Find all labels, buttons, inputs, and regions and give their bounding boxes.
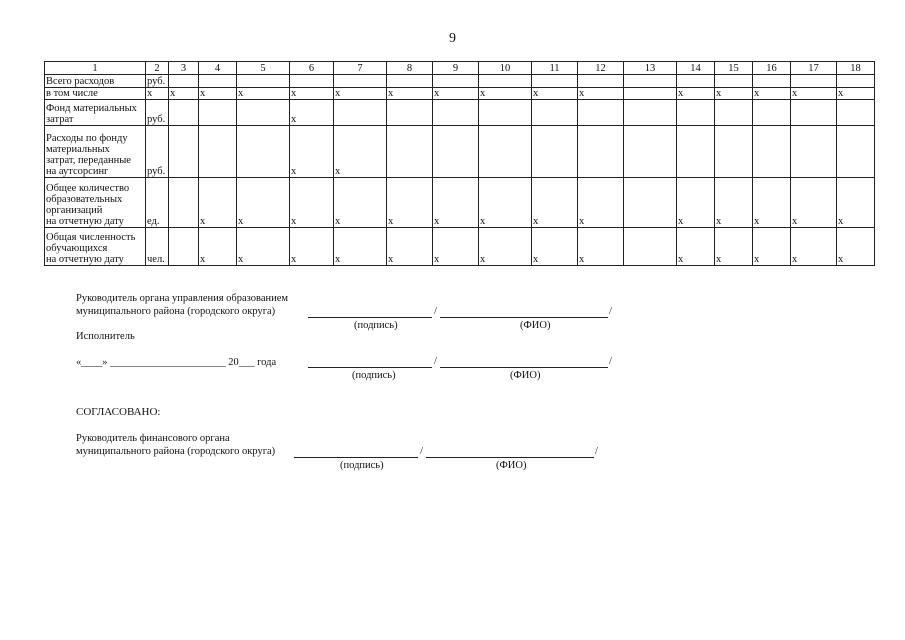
executor-label: Исполнитель [76,331,135,342]
table-cell: x [387,228,433,266]
table-cell [237,100,290,126]
row-label: Фонд материальных затрат [45,100,146,126]
signature-caption: (подпись) [354,320,398,331]
fio-caption: (ФИО) [520,320,551,331]
column-header: 8 [387,62,433,75]
table-cell [624,228,677,266]
date-line: «____» ______________________ 20___ года [76,357,277,368]
table-cell [290,75,334,88]
slash-separator: / [609,306,612,317]
table-cell: x [715,178,753,228]
table-cell: x [479,88,532,100]
fio-caption: (ФИО) [496,460,527,471]
column-header: 17 [791,62,837,75]
column-header: 7 [334,62,387,75]
signature-caption: (подпись) [340,460,384,471]
table-cell [837,100,875,126]
table-cell [715,126,753,178]
table-row [45,88,875,100]
column-header: 4 [199,62,237,75]
table-cell [387,75,433,88]
table-cell [199,126,237,178]
table-cell [578,126,624,178]
table-cell: x [532,178,578,228]
table-cell [753,75,791,88]
table-cell [433,126,479,178]
table-cell: x [578,228,624,266]
slash-separator: / [420,446,423,457]
table-cell: x [578,178,624,228]
agreed-label: СОГЛАСОВАНО: [76,406,161,418]
table-cell: x [290,126,334,178]
signature-line [294,457,418,458]
column-header: 3 [169,62,199,75]
column-header: 5 [237,62,290,75]
table-cell: x [387,178,433,228]
column-header: 9 [433,62,479,75]
fio-caption: (ФИО) [510,370,541,381]
table-cell [532,100,578,126]
table-cell: x [479,178,532,228]
table-cell [837,75,875,88]
table-cell [237,75,290,88]
slash-separator: / [609,356,612,367]
table-cell: x [290,228,334,266]
table-row [45,100,875,126]
table-cell [753,126,791,178]
column-header: 6 [290,62,334,75]
table-cell: x [715,88,753,100]
unit-cell: руб. [146,126,169,178]
table-cell [791,126,837,178]
table-cell [677,126,715,178]
table-cell: x [479,228,532,266]
table-cell [753,100,791,126]
row-label: в том числе [45,88,146,100]
table-cell [677,100,715,126]
table-cell: x [237,88,290,100]
table-cell [479,75,532,88]
table-cell: x [677,228,715,266]
table-cell [624,88,677,100]
table-cell [169,75,199,88]
table-cell [433,75,479,88]
column-header: 11 [532,62,578,75]
slash-separator: / [434,306,437,317]
table-row [45,178,875,228]
row-label: Всего расходов [45,75,146,88]
table-cell [791,100,837,126]
head-of-education-label: Руководитель органа управления образованием муниципального района (городского округа) [76,293,289,317]
table-cell [199,75,237,88]
table-cell: x [237,228,290,266]
table-cell: x [837,88,875,100]
column-header: 10 [479,62,532,75]
fio-line [440,367,608,368]
fio-line [440,317,608,318]
table-row [45,228,875,266]
head-of-finance-label: Руководитель финансового органа муниципального района (городского округа) [76,433,276,457]
table-cell [387,100,433,126]
signature-line [308,317,432,318]
table-cell [334,75,387,88]
table-cell: x [199,228,237,266]
table-cell [433,100,479,126]
table-cell: x [837,228,875,266]
table-cell [578,100,624,126]
table-cell: x [715,228,753,266]
slash-separator: / [434,356,437,367]
table-cell: x [334,88,387,100]
signature-line [308,367,432,368]
column-header: 12 [578,62,624,75]
table-cell [169,126,199,178]
table-cell: x [677,88,715,100]
table-cell: x [791,228,837,266]
table-cell [169,228,199,266]
table-cell [199,100,237,126]
row-label: Расходы по фонду материальных затрат, переданные на аутсорсинг [45,126,146,178]
table-cell: x [433,178,479,228]
table-cell: x [199,178,237,228]
table-cell [169,178,199,228]
table-cell: x [334,126,387,178]
table-cell: x [169,88,199,100]
table-cell [791,75,837,88]
table-cell [578,75,624,88]
fio-line [426,457,594,458]
page-number: 9 [449,31,456,46]
table-cell [237,126,290,178]
table-cell: x [334,228,387,266]
table-cell: x [753,178,791,228]
table-cell: x [677,178,715,228]
table-cell [532,75,578,88]
column-header: 15 [715,62,753,75]
table-cell: x [387,88,433,100]
row-label: Общее количество образовательных организаций на отчетную дату [45,178,146,228]
unit-cell: x [146,88,169,100]
unit-cell: чел. [146,228,169,266]
slash-separator: / [595,446,598,457]
table-cell [715,100,753,126]
table-cell: x [290,88,334,100]
table-cell: x [791,178,837,228]
table-cell [624,178,677,228]
row-label: Общая численность обучающихся на отчетную дату [45,228,146,266]
table-cell: x [433,228,479,266]
table-cell: x [290,100,334,126]
table-cell: x [290,178,334,228]
unit-cell: ед. [146,178,169,228]
table-cell [624,100,677,126]
table-cell: x [433,88,479,100]
table-cell: x [199,88,237,100]
unit-cell: руб. [146,100,169,126]
table-cell: x [753,228,791,266]
report-table [44,61,875,266]
column-header: 18 [837,62,875,75]
table-cell [624,75,677,88]
table-cell [169,100,199,126]
table-cell: x [791,88,837,100]
column-header: 16 [753,62,791,75]
table-cell: x [237,178,290,228]
table-cell [479,126,532,178]
signature-caption: (подпись) [352,370,396,381]
table-cell: x [753,88,791,100]
column-header: 2 [146,62,169,75]
column-header: 14 [677,62,715,75]
table-cell [624,126,677,178]
table-cell [479,100,532,126]
table-cell: x [837,178,875,228]
table-header-row [45,62,875,75]
column-header: 13 [624,62,677,75]
table-cell: x [532,88,578,100]
table-cell: x [532,228,578,266]
table-cell: x [578,88,624,100]
column-header: 1 [45,62,146,75]
table-cell [837,126,875,178]
unit-cell: руб. [146,75,169,88]
table-row [45,126,875,178]
table-cell [334,100,387,126]
table-cell [715,75,753,88]
table-cell [677,75,715,88]
table-cell: x [334,178,387,228]
table-cell [387,126,433,178]
table-row [45,75,875,88]
table-cell [532,126,578,178]
